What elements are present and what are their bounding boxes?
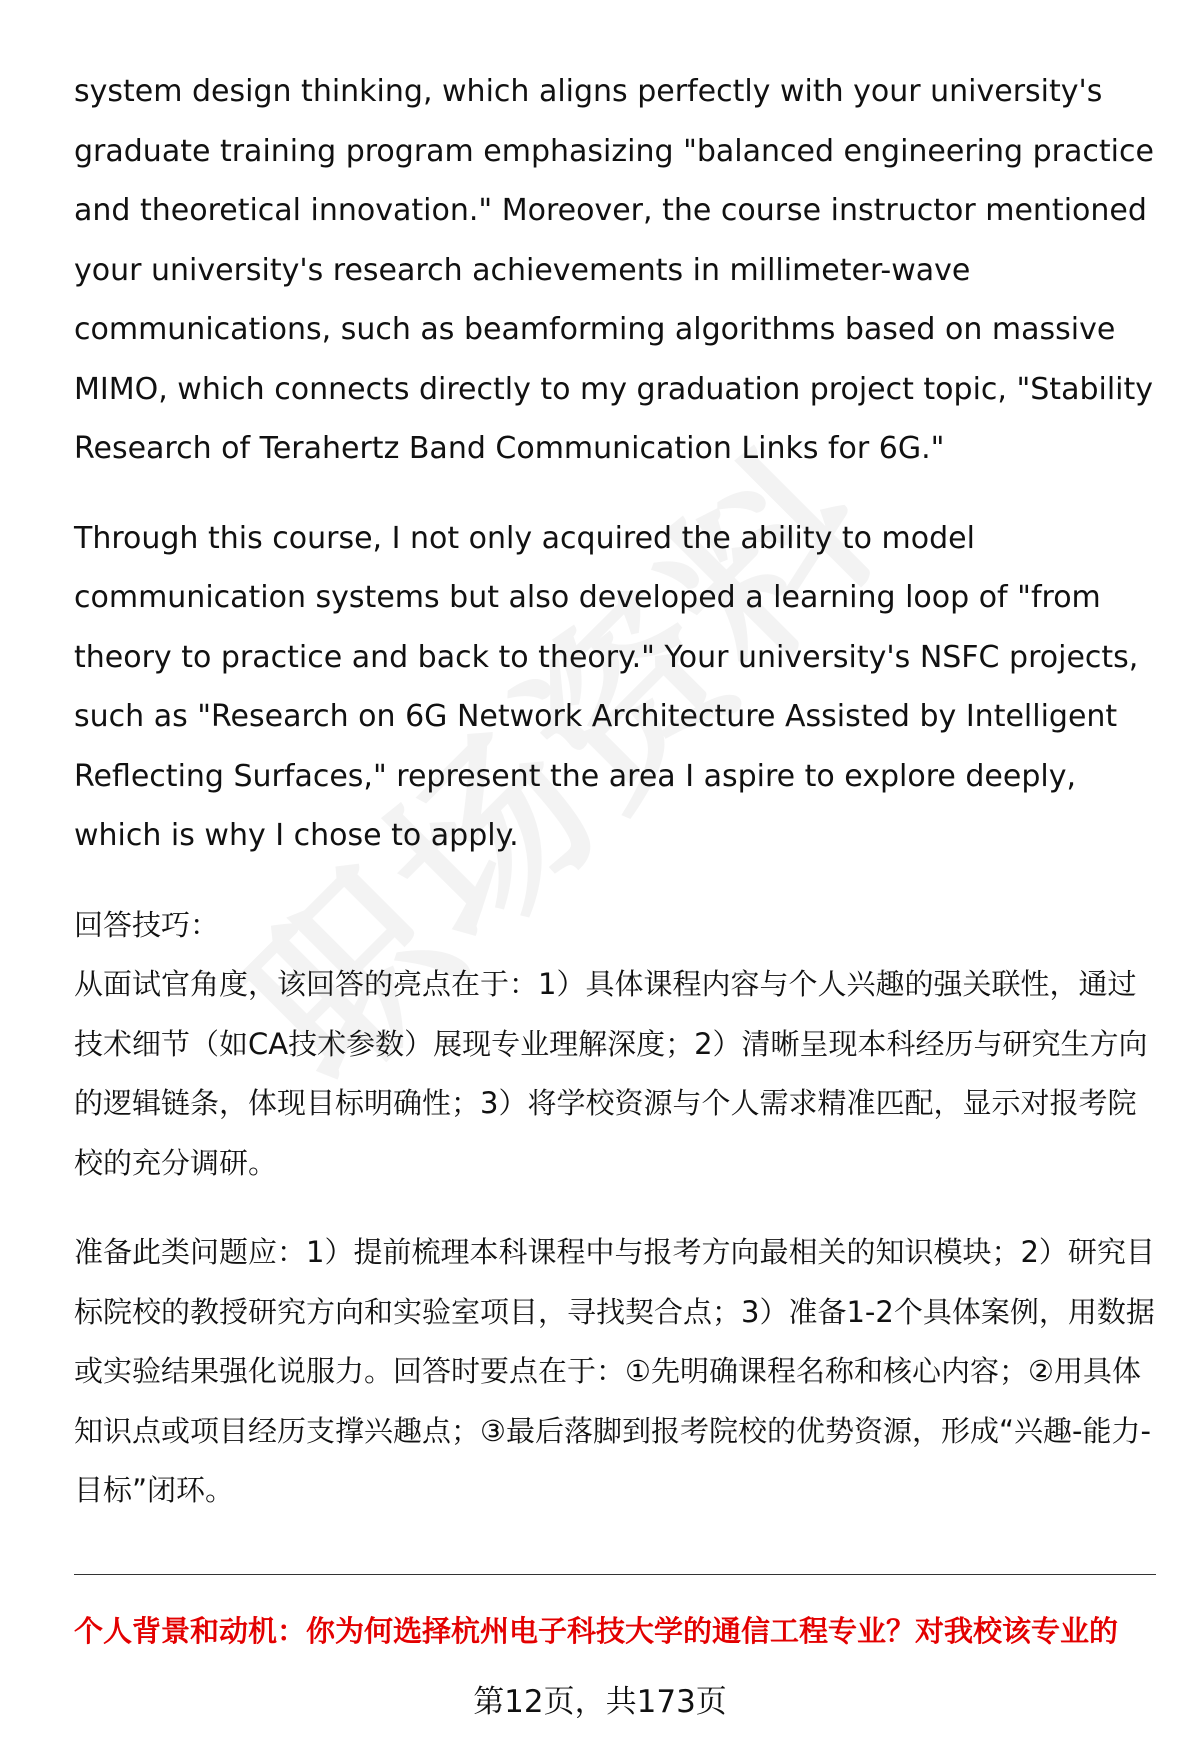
paragraph-course-alignment: system design thinking, which aligns perfectly with your university's graduate training program emphasizing "balanced engineering practice and theoretical innovation." Moreover, the course instructor mentioned your university's research achievements in millimeter-wave communications, such as beamforming algorithms based on massive MIMO, which connects directly to my graduation project topic, "Stability Research of Terahertz Band Communication Links for 6G." [74,74,1154,466]
tips-title: 回答技巧： [74,907,220,942]
paragraph-learning-loop: Through this course, I not only acquired the ability to model communication systems but also developed a learning loop of "from theory to practice and back to theory." Your university's NSFC projects, such as "Research on 6G Network Architecture Assisted by Intelligent Reflecting Surfaces," represent the area I aspire to explore deeply, which is why I chose to apply. [74,520,1139,853]
next-question-heading: 个人背景和动机：你为何选择杭州电子科技大学的通信工程专业？对我校该专业的 [74,1614,1119,1648]
tips-analysis: 从面试官角度，该回答的亮点在于：1）具体课程内容与个人兴趣的强关联性，通过技术细节（如CA技术参数）展现专业理解深度；2）清晰呈现本科经历与研究生方向的逻辑链条，体现目标明确性；3）将学校资源与个人需求精准匹配，显示对报考院校的充分调研。 [74,967,1148,1180]
page-number: 第12页，共173页 [473,1684,727,1720]
section-divider [74,1574,1156,1575]
tips-preparation: 准备此类问题应：1）提前梳理本科课程中与报考方向最相关的知识模块；2）研究目标院校的教授研究方向和实验室项目，寻找契合点；3）准备1-2个具体案例，用数据或实验结果强化说服力。回答时要点在于：①先明确课程名称和核心内容；②用具体知识点或项目经历支撑兴趣点；③最后落脚到报考院校的优势资源，形成“兴趣-能力-目标”闭环。 [74,1235,1155,1507]
document-body [74,62,1164,1551]
